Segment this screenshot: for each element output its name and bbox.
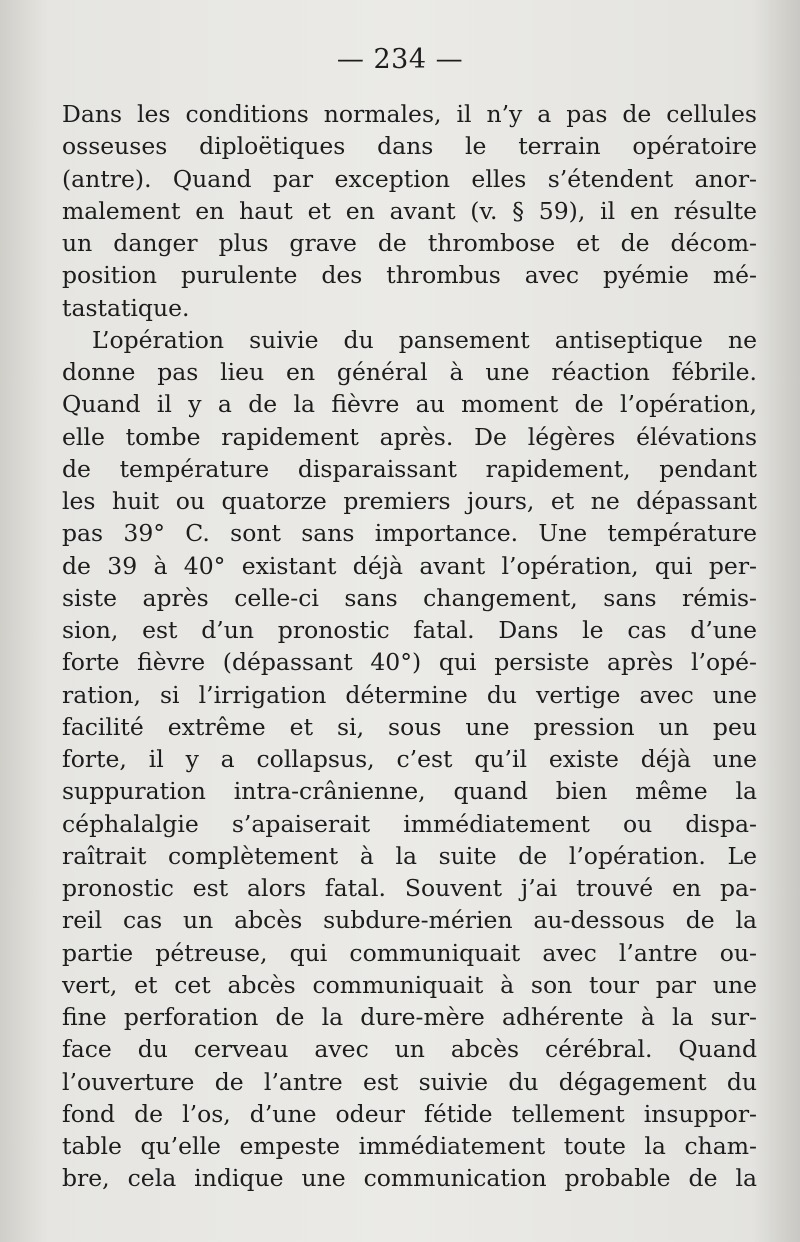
text-line: fine perforation de la dure-mère adhérente à la sur- xyxy=(62,1003,757,1031)
text-line: malement en haut et en avant (v. § 59), il en résulte xyxy=(62,196,757,225)
text-line: céphalalgie s’apaiserait immédiatement ou dispa- xyxy=(62,809,757,838)
text-line: position purulente des thrombus avec pyémie mé- xyxy=(62,261,757,290)
text-line: pronostic est alors fatal. Souvent j’ai trouvé en pa- xyxy=(62,874,757,902)
text-line: osseuses diploëtiques dans le terrain opératoire xyxy=(62,132,757,161)
text-line: suppuration intra-crânienne, quand bien même la xyxy=(62,777,757,806)
text-line: reil cas un abcès subdure-mérien au-dessous de la xyxy=(62,906,757,935)
text-line: fond de l’os, d’une odeur fétide tellement insuppor- xyxy=(62,1099,757,1128)
text-line: partie pétreuse, qui communiquait avec l’antre ou- xyxy=(62,938,757,967)
text-line: L’opération suivie du pansement antiseptique ne xyxy=(92,325,757,354)
text-line: (antre). Quand par exception elles s’étendent anor- xyxy=(62,164,757,193)
text-line: facilité extrême et si, sous une pression un peu xyxy=(62,712,757,741)
text-line: vert, et cet abcès communiquait à son tour par une xyxy=(62,970,757,999)
text-line: tastatique. xyxy=(62,293,190,322)
text-line: forte, il y a collapsus, c’est qu’il existe déjà une xyxy=(62,745,757,773)
text-line: donne pas lieu en général à une réaction fébrile. xyxy=(62,358,757,386)
text-line: ration, si l’irrigation détermine du vertige avec une xyxy=(62,680,757,709)
text-line: siste après celle-ci sans changement, sans rémis- xyxy=(62,583,757,612)
text-line: un danger plus grave de thrombose et de décom- xyxy=(62,229,757,257)
text-line: forte fièvre (dépassant 40°) qui persiste après l’opé- xyxy=(62,648,757,677)
text-line: raîtrait complètement à la suite de l’opération. Le xyxy=(62,841,757,870)
text-line: Dans les conditions normales, il n’y a pas de cellules xyxy=(62,100,757,128)
page-number: — 234 — xyxy=(336,44,464,75)
text-line: bre, cela indique une communication probable de la xyxy=(62,1164,757,1193)
text-line: Quand il y a de la fièvre au moment de l’opération, xyxy=(62,390,757,419)
text-line: les huit ou quatorze premiers jours, et ne dépassant xyxy=(62,487,757,515)
text-line: de température disparaissant rapidement, pendant xyxy=(62,454,757,483)
text-line: table qu’elle empeste immédiatement toute la cham- xyxy=(62,1132,757,1160)
text-line: sion, est d’un pronostic fatal. Dans le cas d’une xyxy=(62,616,757,644)
text-line: face du cerveau avec un abcès cérébral. Quand xyxy=(62,1035,757,1064)
body-text xyxy=(62,98,757,1195)
text-line: pas 39° C. sont sans importance. Une température xyxy=(62,519,757,548)
text-line: elle tombe rapidement après. De légères élévations xyxy=(62,422,757,451)
text-line: l’ouverture de l’antre est suivie du dégagement du xyxy=(62,1067,757,1096)
text-line: de 39 à 40° existant déjà avant l’opération, qui per- xyxy=(62,551,757,580)
